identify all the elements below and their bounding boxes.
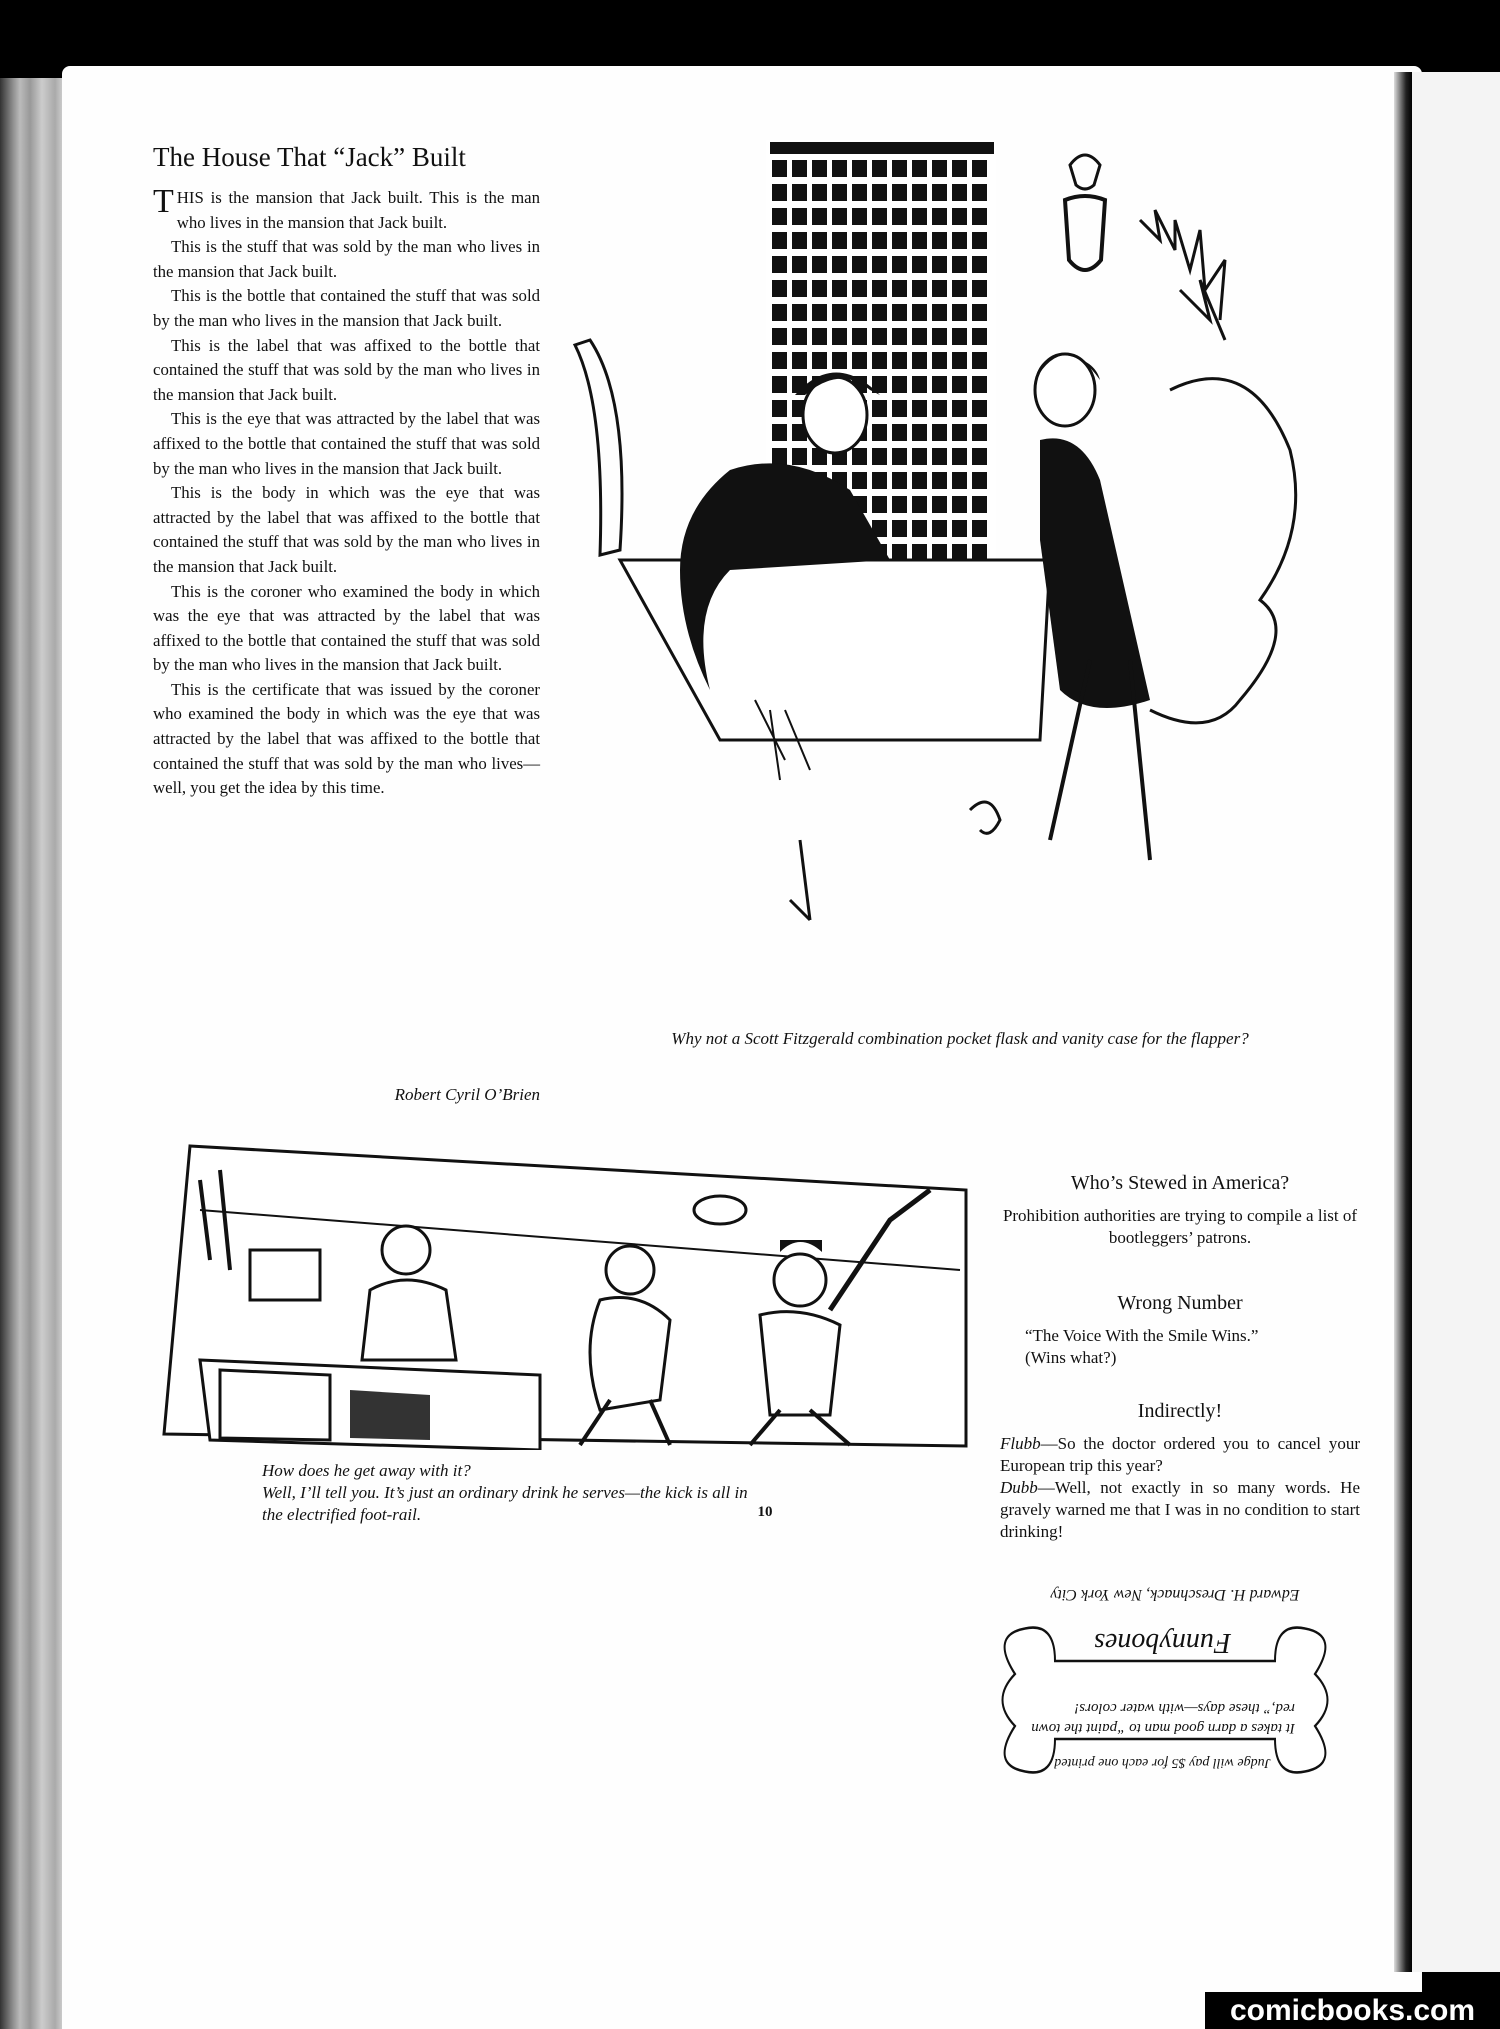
building-window bbox=[812, 352, 827, 369]
building-window bbox=[972, 376, 987, 393]
drop-cap: T bbox=[153, 183, 174, 220]
story-paragraph: This is the eye that was attracted by the label that was affixed to the bottle that contained the stuff that was sold by the man who lives in the mansion that Jack built. bbox=[153, 409, 540, 478]
building-window bbox=[892, 184, 907, 201]
story-body bbox=[153, 183, 540, 801]
building-window bbox=[892, 448, 907, 465]
building-window bbox=[892, 376, 907, 393]
building-window bbox=[972, 472, 987, 489]
building-window bbox=[812, 280, 827, 297]
building-window bbox=[772, 400, 787, 417]
building-window bbox=[932, 280, 947, 297]
building-window bbox=[852, 328, 867, 345]
building-window bbox=[912, 184, 927, 201]
building-window bbox=[932, 496, 947, 513]
book-edge bbox=[0, 78, 70, 2029]
building-window bbox=[932, 352, 947, 369]
building-window bbox=[792, 184, 807, 201]
building-window bbox=[812, 328, 827, 345]
building-window bbox=[892, 280, 907, 297]
building-window bbox=[952, 304, 967, 321]
building-window bbox=[872, 208, 887, 225]
bar-cartoon-illustration bbox=[160, 1140, 970, 1450]
building-window bbox=[952, 208, 967, 225]
building-window bbox=[972, 232, 987, 249]
building-window bbox=[772, 280, 787, 297]
building-window bbox=[912, 424, 927, 441]
building-window bbox=[772, 376, 787, 393]
building-window bbox=[852, 208, 867, 225]
building-window bbox=[932, 448, 947, 465]
building-window bbox=[772, 304, 787, 321]
building-window bbox=[912, 496, 927, 513]
building-window bbox=[972, 496, 987, 513]
story-paragraph: This is the label that was affixed to the bottle that contained the stuff that was sold by the man who lives in the mansion that Jack built. bbox=[153, 335, 540, 404]
building-window bbox=[832, 352, 847, 369]
building-window bbox=[872, 472, 887, 489]
building-window bbox=[892, 424, 907, 441]
building-window bbox=[932, 400, 947, 417]
building-window bbox=[912, 352, 927, 369]
story-paragraph: This is the coroner who examined the body in which was the eye that was attracted by the label that was affixed to the bottle that contained the stuff that was sold by the man who lives in the mansion that Jack built. bbox=[153, 581, 540, 675]
building-window bbox=[952, 472, 967, 489]
building-window bbox=[972, 208, 987, 225]
building-window bbox=[872, 400, 887, 417]
building-window bbox=[972, 280, 987, 297]
story-paragraph: This is the bottle that contained the stuff that was sold by the man who lives in the mansion that Jack built. bbox=[153, 286, 540, 330]
building-window bbox=[892, 520, 907, 537]
story-paragraph: This is the stuff that was sold by the man who lives in the mansion that Jack built. bbox=[153, 237, 540, 281]
building-window bbox=[812, 232, 827, 249]
building-window bbox=[912, 208, 927, 225]
building-window bbox=[872, 448, 887, 465]
building-window bbox=[932, 208, 947, 225]
building-window bbox=[852, 280, 867, 297]
flapper-cartoon-illustration bbox=[570, 140, 1310, 1000]
building-window bbox=[892, 256, 907, 273]
building-window bbox=[952, 280, 967, 297]
building-window bbox=[972, 184, 987, 201]
building-window bbox=[852, 256, 867, 273]
building-window bbox=[812, 160, 827, 177]
building-window bbox=[912, 520, 927, 537]
building-window bbox=[912, 304, 927, 321]
building-window bbox=[832, 304, 847, 321]
building-window bbox=[952, 520, 967, 537]
building-window bbox=[932, 184, 947, 201]
building-window bbox=[812, 304, 827, 321]
building-window bbox=[932, 160, 947, 177]
building-window bbox=[892, 208, 907, 225]
building-window bbox=[892, 304, 907, 321]
building-window bbox=[852, 472, 867, 489]
building-window bbox=[952, 352, 967, 369]
building-window bbox=[972, 304, 987, 321]
building-window bbox=[792, 256, 807, 273]
joke-body: Prohibition authorities are trying to compile a list of bootleggers’ patrons. bbox=[1002, 1206, 1358, 1247]
building-window bbox=[792, 232, 807, 249]
building-window bbox=[792, 328, 807, 345]
joke-title: Wrong Number bbox=[1117, 1292, 1243, 1314]
building-window bbox=[892, 352, 907, 369]
building-window bbox=[772, 208, 787, 225]
building-window bbox=[852, 160, 867, 177]
building-window bbox=[932, 472, 947, 489]
building-window bbox=[952, 400, 967, 417]
building-window bbox=[872, 352, 887, 369]
building-window bbox=[872, 184, 887, 201]
building-window bbox=[892, 496, 907, 513]
joke-title: Indirectly! bbox=[1137, 1400, 1223, 1422]
building-window bbox=[932, 232, 947, 249]
building-window bbox=[892, 232, 907, 249]
building-window bbox=[872, 424, 887, 441]
building-window bbox=[892, 400, 907, 417]
building-window bbox=[772, 352, 787, 369]
joke-body: “The Voice With the Smile Wins.” (Wins what?) bbox=[1025, 1326, 1259, 1367]
building-window bbox=[772, 184, 787, 201]
building-window bbox=[912, 328, 927, 345]
building-window bbox=[832, 208, 847, 225]
joke-title: Who’s Stewed in America? bbox=[1070, 1172, 1290, 1194]
building-window bbox=[872, 256, 887, 273]
building-window bbox=[932, 520, 947, 537]
building-window bbox=[952, 544, 967, 561]
building-window bbox=[912, 448, 927, 465]
building-window bbox=[872, 160, 887, 177]
story-title: The House That “Jack” Built bbox=[153, 142, 466, 172]
story-author: Robert Cyril O’Brien bbox=[394, 1085, 540, 1104]
building-window bbox=[832, 232, 847, 249]
story-paragraph: This is the certificate that was issued by the coroner who examined the body in which was the eye that was attracted by the label that was affixed to the bottle that contained the stuff that was sold by the man who lives—well, you get the idea by this time. bbox=[153, 679, 540, 798]
building-window bbox=[932, 304, 947, 321]
building-window bbox=[952, 184, 967, 201]
building-window bbox=[872, 280, 887, 297]
building-window bbox=[972, 352, 987, 369]
building-window bbox=[972, 328, 987, 345]
building-window bbox=[792, 448, 807, 465]
building-window bbox=[912, 472, 927, 489]
building-window bbox=[772, 232, 787, 249]
building-window bbox=[912, 280, 927, 297]
page-number: 10 bbox=[757, 1504, 773, 1520]
building-window bbox=[792, 304, 807, 321]
watermark: comicbooks.com bbox=[1205, 1992, 1500, 2029]
building-window bbox=[912, 160, 927, 177]
building-window bbox=[892, 472, 907, 489]
building-window bbox=[892, 160, 907, 177]
funnybones-box bbox=[985, 1572, 1340, 1808]
building-window bbox=[812, 208, 827, 225]
building-window bbox=[952, 328, 967, 345]
building-window bbox=[972, 520, 987, 537]
building-window bbox=[772, 160, 787, 177]
funnybones-title: Funnybones bbox=[1094, 1627, 1231, 1658]
building-window bbox=[832, 256, 847, 273]
building-window bbox=[972, 544, 987, 561]
building-window bbox=[972, 400, 987, 417]
building-window bbox=[912, 400, 927, 417]
building-window bbox=[952, 376, 967, 393]
building-window bbox=[832, 184, 847, 201]
building-window bbox=[932, 424, 947, 441]
building-window bbox=[892, 544, 907, 561]
building-window bbox=[852, 304, 867, 321]
building-window bbox=[772, 448, 787, 465]
bar-cartoon-caption bbox=[240, 1460, 760, 1526]
building-window bbox=[912, 544, 927, 561]
building-window bbox=[972, 256, 987, 273]
building-window bbox=[772, 256, 787, 273]
building-window bbox=[772, 328, 787, 345]
building-window bbox=[952, 256, 967, 273]
building-window bbox=[872, 328, 887, 345]
building-window bbox=[852, 352, 867, 369]
building-window bbox=[872, 496, 887, 513]
building-window bbox=[832, 328, 847, 345]
building-window bbox=[792, 208, 807, 225]
flapper-cartoon-caption: Why not a Scott Fitzgerald combination pocket flask and vanity case for the flapper? bbox=[671, 1029, 1249, 1048]
joke-body: Flubb—So the doctor ordered you to cancel your European trip this year? Dubb—Well, not exactly in so many words. He gravely warned me that I was in no condition to start drinking! bbox=[1000, 1434, 1360, 1541]
building-window bbox=[892, 328, 907, 345]
building-window bbox=[872, 232, 887, 249]
caption-line: How does he get away with it? bbox=[262, 1461, 471, 1480]
building-window bbox=[812, 184, 827, 201]
building-window bbox=[872, 304, 887, 321]
building-window bbox=[932, 544, 947, 561]
next-page-edge bbox=[1412, 72, 1500, 1972]
funnybones-text: It takes a darn good man to “paint the town red,” these days—with water colors! bbox=[1031, 1700, 1295, 1736]
building-window bbox=[792, 352, 807, 369]
building-window bbox=[972, 424, 987, 441]
funnybones-offer: Judge will pay $5 for each one printed bbox=[1054, 1755, 1271, 1770]
building-window bbox=[792, 160, 807, 177]
building-window bbox=[952, 424, 967, 441]
building-window bbox=[972, 160, 987, 177]
building-window bbox=[792, 280, 807, 297]
building-window bbox=[852, 448, 867, 465]
building-window bbox=[832, 280, 847, 297]
story-paragraph: This is the body in which was the eye that was attracted by the label that was affixed to the bottle that contained the stuff that was sold by the man who lives in the mansion that Jack built. bbox=[153, 483, 540, 576]
building-window bbox=[832, 160, 847, 177]
building-window bbox=[932, 328, 947, 345]
building-window bbox=[812, 256, 827, 273]
building-window bbox=[912, 376, 927, 393]
building-window bbox=[932, 376, 947, 393]
caption-line: Well, I’ll tell you. It’s just an ordinary drink he serves—the kick is all in the electrified foot-rail. bbox=[262, 1483, 748, 1524]
building-window bbox=[972, 448, 987, 465]
joke-credit: Edward H. Dreschnack, New York City bbox=[1050, 1586, 1300, 1603]
building-window bbox=[952, 232, 967, 249]
building-window bbox=[952, 448, 967, 465]
story-paragraph: THIS is the mansion that Jack built. This is the man who lives in the mansion that Jack built. bbox=[153, 183, 540, 232]
building-window bbox=[952, 496, 967, 513]
building-window bbox=[852, 184, 867, 201]
building-window bbox=[932, 256, 947, 273]
building-window bbox=[772, 424, 787, 441]
building-window bbox=[852, 232, 867, 249]
building-window bbox=[952, 160, 967, 177]
building-window bbox=[912, 232, 927, 249]
building-window bbox=[912, 256, 927, 273]
